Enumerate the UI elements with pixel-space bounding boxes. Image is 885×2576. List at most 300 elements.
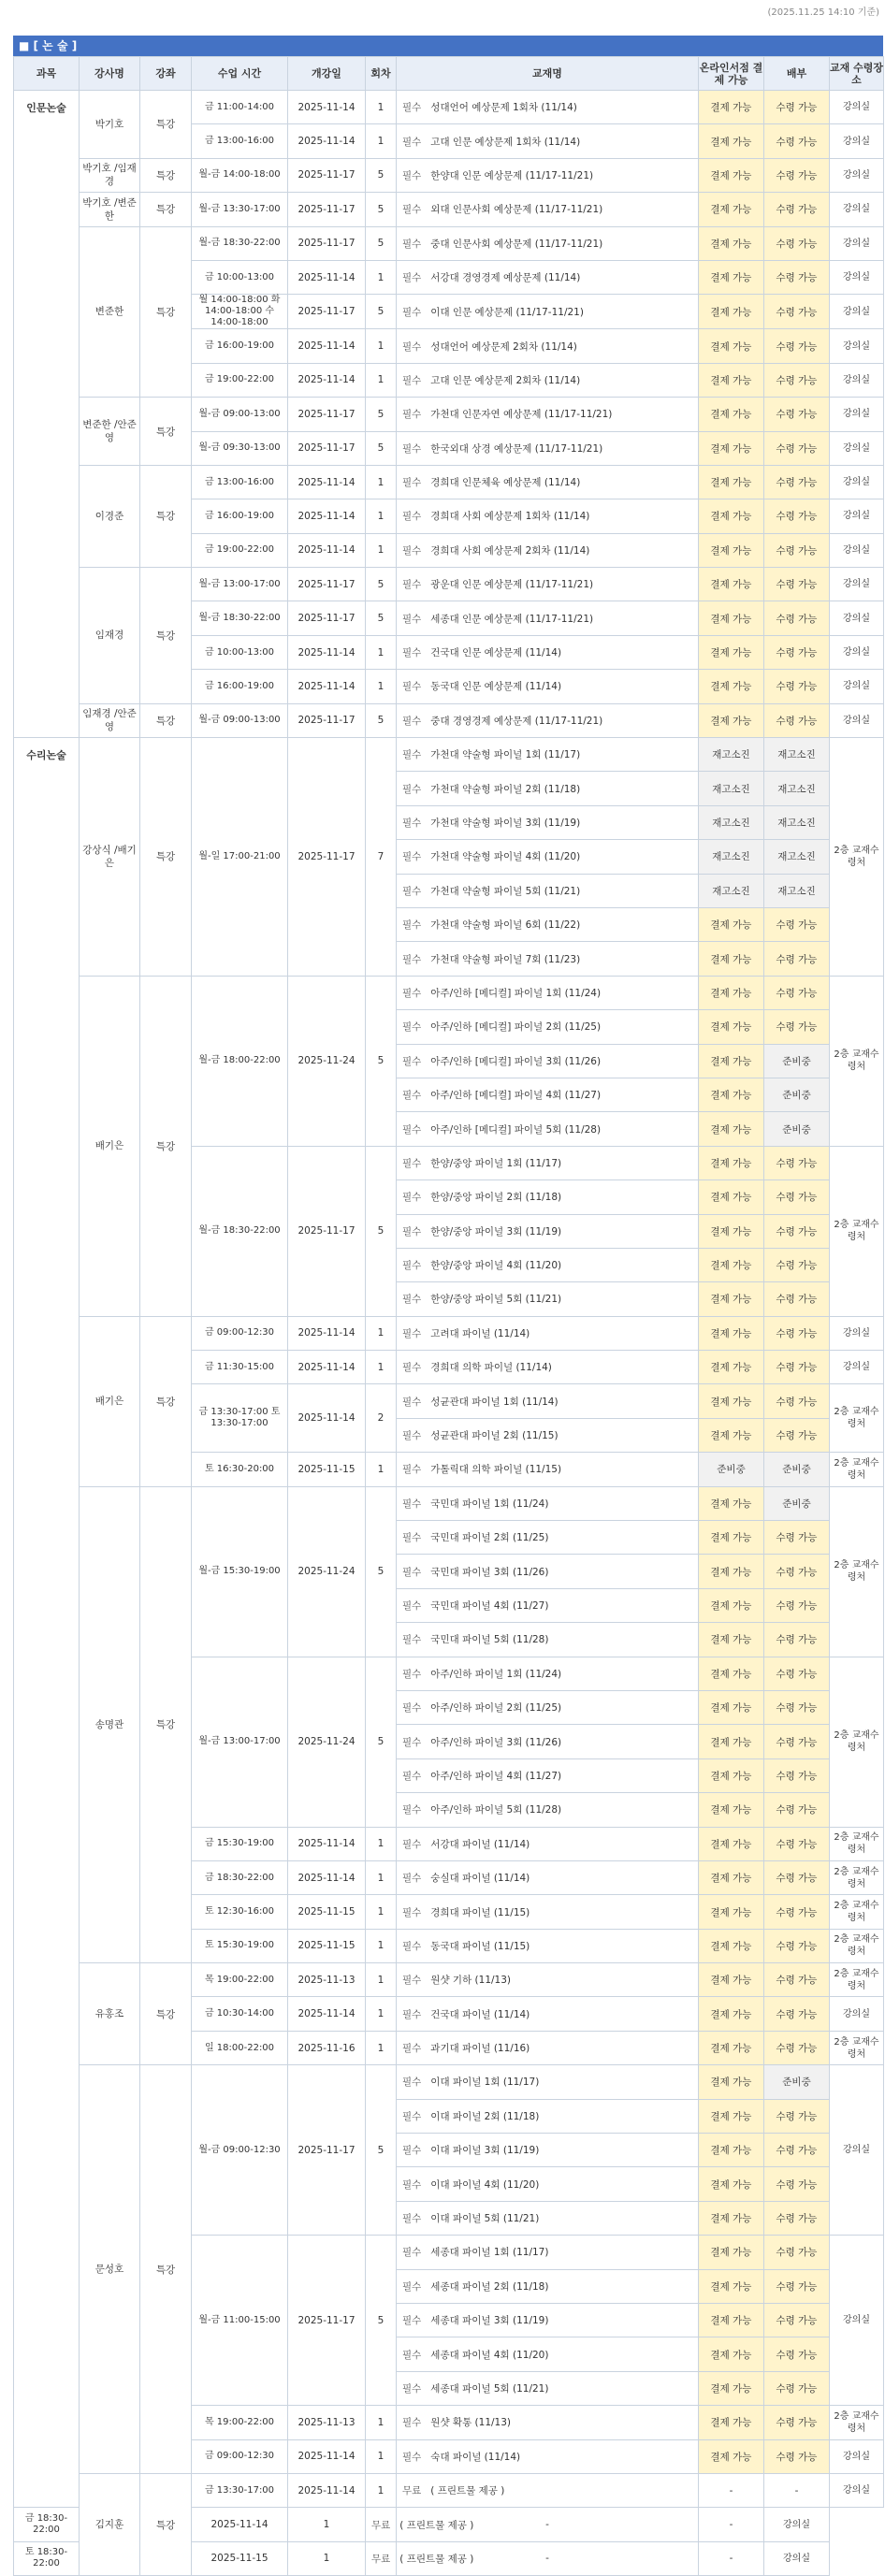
class-time-cell: 금 19:00-22:00 <box>192 363 288 397</box>
requirement-label: 필수 <box>402 1566 422 1578</box>
start-date-cell: 2025-11-17 <box>288 295 366 329</box>
material-table <box>13 56 884 2576</box>
pickup-place-cell: 2층 교재수령처 <box>830 2031 884 2064</box>
header-instructor: 강사명 <box>80 57 140 91</box>
pickup-place-cell: 강의실 <box>830 124 884 158</box>
material-title-cell <box>397 568 699 601</box>
pickup-place-cell: 강의실 <box>764 2541 830 2575</box>
material-title-cell <box>397 2201 699 2235</box>
requirement-label: 필수 <box>402 102 422 114</box>
pickup-place-cell: 강의실 <box>830 568 884 601</box>
online-pay-status: 결제 가능 <box>699 1146 764 1179</box>
material-title-cell <box>397 295 699 329</box>
material-title-cell <box>397 1078 699 1111</box>
page <box>0 4 885 2576</box>
session-count-cell: 1 <box>366 2406 397 2439</box>
course-cell: 특강 <box>140 2065 192 2474</box>
material-title-cell <box>397 1010 699 1044</box>
header-online-pay: 온라인서점 결제 가능 <box>699 57 764 91</box>
delivery-status: 수령 가능 <box>764 635 830 669</box>
delivery-status: 재고소진 <box>764 874 830 907</box>
material-title-cell <box>397 1793 699 1827</box>
start-date-cell: 2025-11-17 <box>288 738 366 977</box>
requirement-label: 필수 <box>402 647 422 659</box>
material-title-cell <box>397 1963 699 1997</box>
material-title: 아주/인하 [메디컬] 파이널 5회 (11/28) <box>430 1123 602 1136</box>
pickup-place-cell: 강의실 <box>830 601 884 635</box>
online-pay-status: 결제 가능 <box>699 1758 764 1792</box>
delivery-status: 수령 가능 <box>764 1010 830 1044</box>
material-title: 숙대 파이널 (11/14) <box>430 2451 521 2463</box>
material-title-cell <box>397 1248 699 1281</box>
course-cell: 특강 <box>140 1486 192 1962</box>
course-cell: 특강 <box>140 1316 192 1486</box>
class-time-cell: 월-금 09:00-13:00 <box>192 398 288 431</box>
online-pay-status: 결제 가능 <box>699 2167 764 2201</box>
material-title: 국민대 파이널 5회 (11/28) <box>430 1634 549 1646</box>
material-title-cell <box>397 703 699 737</box>
pickup-place-cell: 2층 교재수령처 <box>830 2406 884 2439</box>
requirement-label: 필수 <box>402 2382 422 2395</box>
session-count-cell: 1 <box>366 2473 397 2507</box>
material-title-cell <box>397 738 699 772</box>
delivery-status: 수령 가능 <box>764 942 830 976</box>
start-date-cell: 2025-11-15 <box>288 1895 366 1929</box>
pickup-place-cell: 강의실 <box>830 2473 884 2507</box>
online-pay-status: 결제 가능 <box>699 1793 764 1827</box>
instructor-cell: 유홍조 <box>80 1963 140 2065</box>
delivery-status: 재고소진 <box>764 805 830 839</box>
material-title: 국민대 파이널 3회 (11/26) <box>430 1566 549 1578</box>
instructor-cell: 임재경 <box>80 568 140 704</box>
material-title-cell <box>397 772 699 805</box>
requirement-label: 필수 <box>402 613 422 625</box>
online-pay-status: 결제 가능 <box>699 533 764 567</box>
material-title: 아주/인하 파이널 5회 (11/28) <box>430 1804 562 1816</box>
requirement-label: 필수 <box>402 1770 422 1782</box>
start-date-cell: 2025-11-14 <box>288 1997 366 2031</box>
material-title-cell <box>397 2371 699 2405</box>
material-title: 서강대 파이널 (11/14) <box>430 1838 530 1850</box>
requirement-label: 필수 <box>402 511 422 523</box>
session-count-cell: 5 <box>366 2236 397 2406</box>
start-date-cell: 2025-11-14 <box>288 124 366 158</box>
online-pay-status: 결제 가능 <box>699 2065 764 2099</box>
start-date-cell: 2025-11-14 <box>288 465 366 499</box>
class-time-cell: 금 10:30-14:00 <box>192 1997 288 2031</box>
material-title: 아주/인하 [메디컬] 파이널 4회 (11/27) <box>430 1090 602 1102</box>
session-count-cell: 1 <box>366 260 397 294</box>
delivery-status: 수령 가능 <box>764 1963 830 1997</box>
online-pay-status: 결제 가능 <box>699 2371 764 2405</box>
material-title: 건국대 파이널 (11/14) <box>430 2008 530 2020</box>
start-date-cell: 2025-11-17 <box>288 2065 366 2236</box>
table-row <box>14 465 884 499</box>
session-count-cell: 1 <box>366 1963 397 1997</box>
session-count-cell: 5 <box>366 1486 397 1657</box>
online-pay-status: 결제 가능 <box>699 2269 764 2303</box>
start-date-cell: 2025-11-14 <box>288 1860 366 1894</box>
material-title: 광운대 인문 예상문제 (11/17-11/21) <box>430 579 594 591</box>
online-pay-status: 결제 가능 <box>699 1860 764 1894</box>
online-pay-status: 결제 가능 <box>699 1657 764 1690</box>
material-title: 중대 인문사회 예상문제 (11/17-11/21) <box>430 238 603 250</box>
requirement-label: 필수 <box>402 272 422 284</box>
delivery-status: 수령 가능 <box>764 1997 830 2031</box>
online-pay-status: 결제 가능 <box>699 2134 764 2167</box>
delivery-status: 수령 가능 <box>764 1282 830 1316</box>
material-title-cell <box>397 329 699 363</box>
start-date-cell: 2025-11-14 <box>288 2439 366 2473</box>
material-title-cell <box>397 193 699 226</box>
session-count-cell: 5 <box>366 1657 397 1827</box>
material-title: 가천대 약술형 파이널 2회 (11/18) <box>430 783 581 795</box>
requirement-label: 필수 <box>402 1327 422 1339</box>
session-count-cell: 1 <box>366 2031 397 2064</box>
pickup-place-cell: 강의실 <box>830 431 884 465</box>
course-cell: 특강 <box>140 158 192 192</box>
material-title-cell <box>397 2065 699 2099</box>
online-pay-status: 결제 가능 <box>699 2406 764 2439</box>
session-count-cell: 1 <box>366 1929 397 1962</box>
material-title: 가천대 약술형 파이널 1회 (11/17) <box>430 749 581 761</box>
pickup-place-cell: 강의실 <box>830 158 884 192</box>
start-date-cell: 2025-11-14 <box>288 1384 366 1453</box>
requirement-label: 필수 <box>402 1123 422 1136</box>
pickup-place-cell: 강의실 <box>830 635 884 669</box>
start-date-cell: 2025-11-17 <box>288 601 366 635</box>
delivery-status: 수령 가능 <box>764 2134 830 2167</box>
pickup-place-cell: 강의실 <box>830 295 884 329</box>
online-pay-status: 결제 가능 <box>699 1078 764 1111</box>
class-time-cell: 금 13:30-17:00 <box>192 2473 288 2507</box>
class-time-cell: 일 18:00-22:00 <box>192 2031 288 2064</box>
delivery-status: 수령 가능 <box>764 124 830 158</box>
session-count-cell: 1 <box>366 499 397 533</box>
material-title: 이대 파이널 2회 (11/18) <box>430 2110 540 2122</box>
start-date-cell: 2025-11-14 <box>288 533 366 567</box>
material-title: 경희대 사회 예상문제 1회차 (11/14) <box>430 511 590 523</box>
class-time-cell: 금 10:00-13:00 <box>192 260 288 294</box>
class-time-cell: 월-금 13:00-17:00 <box>192 1657 288 1827</box>
header-material: 교재명 <box>397 57 699 91</box>
requirement-label: 필수 <box>402 409 422 421</box>
requirement-label: 필수 <box>402 136 422 148</box>
material-title-cell <box>397 533 699 567</box>
delivery-status: 수령 가능 <box>764 329 830 363</box>
requirement-label: 필수 <box>402 2110 422 2122</box>
start-date-cell: 2025-11-17 <box>288 226 366 260</box>
start-date-cell: 2025-11-14 <box>288 1351 366 1384</box>
material-title: 가천대 약술형 파이널 5회 (11/21) <box>430 885 581 897</box>
start-date-cell: 2025-11-14 <box>288 670 366 703</box>
online-pay-status: 결제 가능 <box>699 1588 764 1622</box>
requirement-label: 필수 <box>402 2178 422 2191</box>
delivery-status: 수령 가능 <box>764 465 830 499</box>
material-title: 가천대 약술형 파이널 6회 (11/22) <box>430 919 581 932</box>
material-title: 아주/인하 파이널 1회 (11/24) <box>430 1668 562 1680</box>
class-time-cell: 토 18:30-22:00 <box>14 2541 80 2575</box>
material-title-cell <box>397 2031 699 2064</box>
delivery-status: 수령 가능 <box>764 976 830 1009</box>
pickup-place-cell: 2층 교재수령처 <box>830 738 884 977</box>
material-title-cell <box>366 2541 474 2575</box>
online-pay-status: 결제 가능 <box>699 226 764 260</box>
pickup-place-cell: 2층 교재수령처 <box>830 1860 884 1894</box>
delivery-status: 수령 가능 <box>764 2167 830 2201</box>
delivery-status: 수령 가능 <box>764 260 830 294</box>
requirement-label: 필수 <box>402 1430 422 1442</box>
session-count-cell: 1 <box>366 1351 397 1384</box>
material-title: 세종대 파이널 1회 (11/17) <box>430 2247 549 2259</box>
requirement-label: 필수 <box>402 477 422 489</box>
online-pay-status: 결제 가능 <box>699 431 764 465</box>
requirement-label: 필수 <box>402 1464 422 1476</box>
start-date-cell: 2025-11-14 <box>288 91 366 124</box>
online-pay-status: - <box>397 2541 699 2575</box>
material-title: 원샷 기하 (11/13) <box>430 1975 511 1987</box>
requirement-label: 필수 <box>402 681 422 693</box>
requirement-label: 무료 <box>371 2553 391 2565</box>
material-title-cell <box>397 2269 699 2303</box>
pickup-place-cell: 강의실 <box>830 329 884 363</box>
online-pay-status: 결제 가능 <box>699 1248 764 1281</box>
pickup-place-cell: 2층 교재수령처 <box>830 1657 884 1827</box>
requirement-label: 필수 <box>402 579 422 591</box>
start-date-cell: 2025-11-17 <box>288 703 366 737</box>
requirement-label: 필수 <box>402 1736 422 1748</box>
delivery-status: 준비중 <box>764 1112 830 1146</box>
requirement-label: 필수 <box>402 885 422 897</box>
header-place: 교재 수령장소 <box>830 57 884 91</box>
material-title-cell <box>397 1282 699 1316</box>
pickup-place-cell: 강의실 <box>830 2439 884 2473</box>
pickup-place-cell: 강의실 <box>830 91 884 124</box>
start-date-cell: 2025-11-16 <box>288 2031 366 2064</box>
requirement-label: 무료 <box>371 2519 391 2531</box>
delivery-status: 수령 가능 <box>764 1214 830 1248</box>
requirement-label: 필수 <box>402 544 422 557</box>
pickup-place-cell: 강의실 <box>830 398 884 431</box>
online-pay-status: 결제 가능 <box>699 295 764 329</box>
material-title-cell <box>397 1895 699 1929</box>
material-title: 고대 인문 예상문제 1회차 (11/14) <box>430 136 581 148</box>
online-pay-status: 결제 가능 <box>699 465 764 499</box>
table-row <box>14 1963 884 1997</box>
table-row <box>14 2065 884 2099</box>
delivery-status: 수령 가능 <box>764 533 830 567</box>
online-pay-status: - <box>699 2473 764 2507</box>
online-pay-status: 결제 가능 <box>699 1282 764 1316</box>
online-pay-status: 결제 가능 <box>699 1384 764 1418</box>
instructor-cell: 박기호 <box>80 91 140 159</box>
online-pay-status: 결제 가능 <box>699 703 764 737</box>
session-count-cell: 5 <box>366 703 397 737</box>
material-title: 원샷 확통 (11/13) <box>430 2417 511 2429</box>
delivery-status: 수령 가능 <box>764 2031 830 2064</box>
online-pay-status: 결제 가능 <box>699 1214 764 1248</box>
online-pay-status: 결제 가능 <box>699 1555 764 1588</box>
table-row <box>14 193 884 226</box>
pickup-place-cell: 강의실 <box>830 2236 884 2406</box>
online-pay-status: 결제 가능 <box>699 601 764 635</box>
requirement-label: 필수 <box>402 204 422 216</box>
material-title: 세종대 파이널 4회 (11/20) <box>430 2349 549 2361</box>
delivery-status: 수령 가능 <box>764 1180 830 1214</box>
delivery-status: 수령 가능 <box>764 1351 830 1384</box>
online-pay-status: 결제 가능 <box>699 260 764 294</box>
material-title-cell <box>397 670 699 703</box>
session-count-cell: 5 <box>366 1146 397 1316</box>
online-pay-status: 결제 가능 <box>699 1997 764 2031</box>
material-title-cell <box>397 942 699 976</box>
instructor-cell: 김지훈 <box>80 2473 140 2575</box>
table-row <box>14 976 884 1009</box>
material-title-cell <box>397 601 699 635</box>
table-row <box>14 158 884 192</box>
delivery-status: 재고소진 <box>764 738 830 772</box>
requirement-label: 필수 <box>402 442 422 455</box>
online-pay-status: 결제 가능 <box>699 976 764 1009</box>
course-cell: 특강 <box>140 465 192 567</box>
material-title: 이대 파이널 3회 (11/19) <box>430 2145 540 2157</box>
online-pay-status: 결제 가능 <box>699 2236 764 2269</box>
delivery-status: 수령 가능 <box>764 1793 830 1827</box>
requirement-label: 필수 <box>402 1396 422 1408</box>
delivery-status: 수령 가능 <box>764 2337 830 2371</box>
requirement-label: 필수 <box>402 238 422 250</box>
header-subject: 과목 <box>14 57 80 91</box>
delivery-status: 수령 가능 <box>764 1827 830 1860</box>
material-title: 고려대 파이널 (11/14) <box>430 1327 530 1339</box>
online-pay-status: 재고소진 <box>699 805 764 839</box>
instructor-cell: 박기호 /임재경 <box>80 158 140 192</box>
requirement-label: 필수 <box>402 169 422 181</box>
requirement-label: 필수 <box>402 2247 422 2259</box>
pickup-place-cell: 강의실 <box>830 260 884 294</box>
start-date-cell: 2025-11-14 <box>288 2473 366 2507</box>
online-pay-status: 결제 가능 <box>699 907 764 941</box>
start-date-cell: 2025-11-17 <box>288 193 366 226</box>
session-count-cell: 1 <box>288 2541 366 2575</box>
online-pay-status: 결제 가능 <box>699 1895 764 1929</box>
pickup-place-cell: 2층 교재수령처 <box>830 1384 884 1453</box>
material-title-cell <box>397 465 699 499</box>
requirement-label: 필수 <box>402 2349 422 2361</box>
class-time-cell: 토 15:30-19:00 <box>192 1929 288 1962</box>
class-time-cell: 월-금 14:00-18:00 <box>192 158 288 192</box>
requirement-label: 필수 <box>402 1873 422 1885</box>
updated-timestamp: (2025.11.25 14:10 기준) <box>767 7 879 18</box>
requirement-label: 필수 <box>402 1804 422 1816</box>
online-pay-status: 결제 가능 <box>699 2439 764 2473</box>
material-title-cell <box>397 976 699 1009</box>
pickup-place-cell: 강의실 <box>830 499 884 533</box>
pickup-place-cell: 2층 교재수령처 <box>830 976 884 1146</box>
delivery-status: 수령 가능 <box>764 703 830 737</box>
start-date-cell: 2025-11-24 <box>288 1657 366 1827</box>
material-title: 아주/인하 [메디컬] 파이널 3회 (11/26) <box>430 1055 602 1067</box>
instructor-cell: 박기호 /변준한 <box>80 193 140 226</box>
material-title: 한양/중앙 파이널 2회 (11/18) <box>430 1192 562 1204</box>
requirement-label: 필수 <box>402 1906 422 1918</box>
online-pay-status: 결제 가능 <box>699 942 764 976</box>
start-date-cell: 2025-11-13 <box>288 1963 366 1997</box>
material-title-cell <box>397 1521 699 1555</box>
class-time-cell: 금 16:00-19:00 <box>192 329 288 363</box>
class-time-cell: 월-금 13:00-17:00 <box>192 568 288 601</box>
requirement-label: 필수 <box>402 783 422 795</box>
table-header-row <box>14 57 884 91</box>
material-title: 세종대 파이널 3회 (11/19) <box>430 2315 549 2327</box>
course-cell: 특강 <box>140 976 192 1316</box>
course-cell: 특강 <box>140 226 192 398</box>
material-title: 성균관대 파이널 1회 (11/14) <box>430 1396 559 1408</box>
material-title: 성균관대 파이널 2회 (11/15) <box>430 1430 559 1442</box>
online-pay-status: 결제 가능 <box>699 158 764 192</box>
material-title: 건국대 인문 예상문제 (11/14) <box>430 647 562 659</box>
session-count-cell: 5 <box>366 226 397 260</box>
material-title: 국민대 파이널 2회 (11/25) <box>430 1532 549 1544</box>
table-row <box>14 703 884 737</box>
material-title: 아주/인하 파이널 4회 (11/27) <box>430 1770 562 1782</box>
start-date-cell: 2025-11-14 <box>288 499 366 533</box>
requirement-label: 필수 <box>402 987 422 999</box>
pickup-place-cell: 강의실 <box>830 465 884 499</box>
online-pay-status: 재고소진 <box>699 772 764 805</box>
instructor-cell: 문성호 <box>80 2065 140 2474</box>
material-title-cell <box>397 1180 699 1214</box>
start-date-cell: 2025-11-14 <box>288 1316 366 1350</box>
pickup-place-cell: 강의실 <box>830 1316 884 1350</box>
online-pay-status: 결제 가능 <box>699 2337 764 2371</box>
requirement-label: 필수 <box>402 374 422 386</box>
material-title-cell <box>397 1588 699 1622</box>
delivery-status: 수령 가능 <box>764 1657 830 1690</box>
material-title-cell <box>397 1997 699 2031</box>
table-row <box>14 1316 884 1350</box>
online-pay-status: 재고소진 <box>699 738 764 772</box>
online-pay-status: 결제 가능 <box>699 1112 764 1146</box>
online-pay-status: 준비중 <box>699 1453 764 1486</box>
online-pay-status: 결제 가능 <box>699 1351 764 1384</box>
class-time-cell: 금 19:00-22:00 <box>192 533 288 567</box>
online-pay-status: 결제 가능 <box>699 568 764 601</box>
material-title: 아주/인하 [메디컬] 파이널 1회 (11/24) <box>430 987 602 999</box>
material-title: 국민대 파이널 4회 (11/27) <box>430 1599 549 1612</box>
material-title: 성대언어 예상문제 1회차 (11/14) <box>430 102 577 114</box>
section-title: ■ [ 논 술 ] <box>13 36 883 56</box>
requirement-label: 필수 <box>402 1702 422 1715</box>
requirement-label: 필수 <box>402 1192 422 1204</box>
session-count-cell: 1 <box>366 635 397 669</box>
material-title: 서강대 경영경제 예상문제 (11/14) <box>430 272 581 284</box>
material-title-cell <box>397 1929 699 1962</box>
online-pay-status: 결제 가능 <box>699 1486 764 1520</box>
class-time-cell: 금 09:00-12:30 <box>192 1316 288 1350</box>
material-title-cell <box>397 1351 699 1384</box>
material-title: 세종대 파이널 5회 (11/21) <box>430 2382 549 2395</box>
session-count-cell: 2 <box>366 1384 397 1453</box>
material-title-cell <box>397 1758 699 1792</box>
material-title-cell <box>397 2236 699 2269</box>
class-time-cell: 목 19:00-22:00 <box>192 2406 288 2439</box>
material-title: 이대 인문 예상문제 (11/17-11/21) <box>430 306 584 318</box>
material-title-cell <box>397 2134 699 2167</box>
session-count-cell: 1 <box>366 670 397 703</box>
delivery-status: 준비중 <box>764 1453 830 1486</box>
delivery-status: 수령 가능 <box>764 1725 830 1758</box>
